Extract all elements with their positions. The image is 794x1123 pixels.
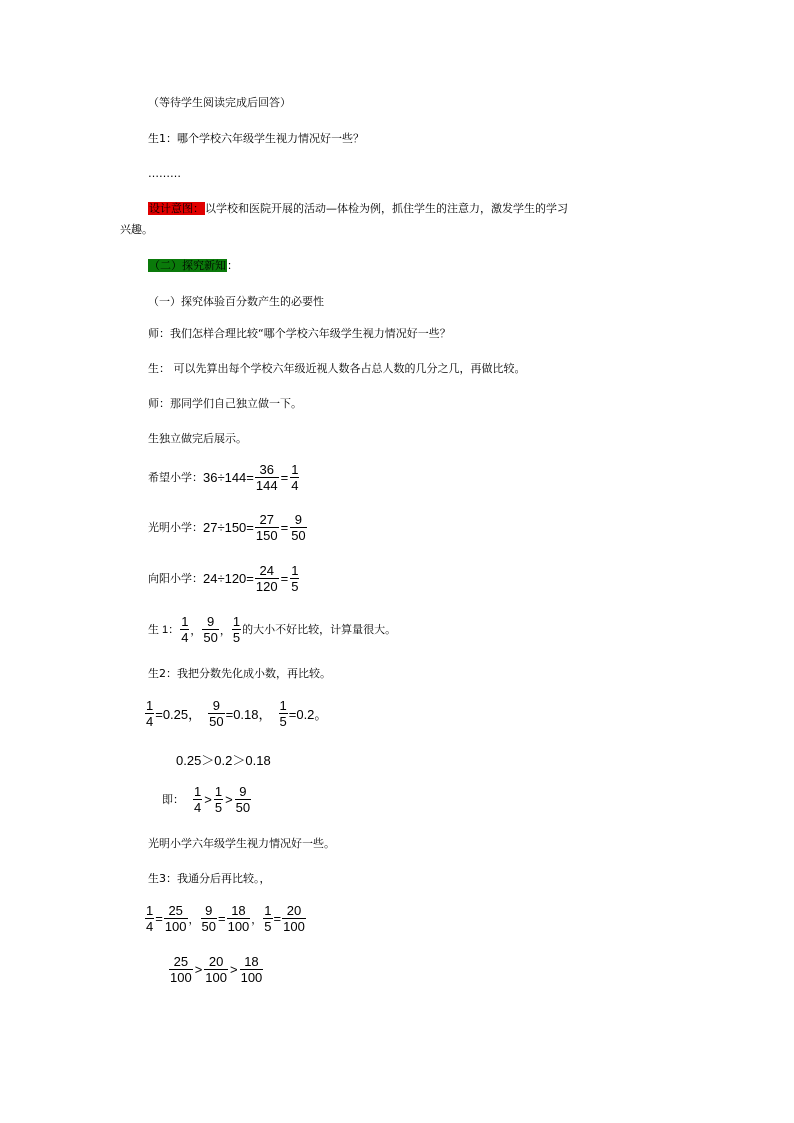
school3-calc: 向阳小学： 24÷120= $\frac{24}{120}$ = $\frac{1}{5}$ — [148, 563, 299, 594]
fraction: 1 4 — [181, 614, 189, 645]
fraction: $\frac{1}{5}$ — [291, 563, 299, 594]
fraction: $\frac{36}{144}$ — [255, 462, 278, 493]
decimal-conversion: $\frac{1}{4}$ =0.25， $\frac{9}{50}$ =0.18， $\frac{1}{5}$ =0.2。 — [146, 698, 328, 729]
design-intent-cont: 兴趣。 — [120, 223, 153, 236]
student3-label: 生3：我通分后再比较。， — [148, 872, 271, 885]
teacher-line-1: 师：我们怎样合理比较“哪个学校六年级学生视力情况好一些？ — [148, 327, 451, 340]
student2-label: 生2：我把分数先化成小数，再比较。 — [148, 667, 331, 680]
waiting-note: （等待学生阅读完成后回答） — [148, 96, 291, 109]
fraction: $\frac{1}{5}$ — [264, 903, 272, 934]
school3-expr: 24÷120= — [203, 571, 254, 586]
ellipsis: ……… — [148, 167, 181, 180]
student1-fractions-line: 生 1： 1 4 ， 9 50 ， 1 5 的大小不好比较，计算量很大。 — [148, 614, 397, 645]
school1-label: 希望小学： — [148, 471, 203, 484]
fraction: $\frac{1}{4}$ — [146, 903, 154, 934]
student-line-2: 生独立做完后展示。 — [148, 432, 247, 445]
fraction: 9 50 — [203, 614, 218, 645]
fraction: $\frac{20}{100}$ — [283, 903, 305, 934]
fraction: $\frac{1}{4}$ — [146, 698, 154, 729]
subsection-heading: （一）探究体验百分数产生的必要性 — [148, 295, 324, 308]
school1-calc: 希望小学： 36÷144= $\frac{36}{144}$ = $\frac{1}{4}$ — [148, 462, 299, 493]
ji-label: 即： — [162, 793, 184, 806]
section-heading-colon: ： — [227, 259, 238, 272]
fraction: $\frac{9}{50}$ — [291, 512, 306, 543]
decimal-compare: 0.25＞0.2＞0.18 — [176, 753, 271, 768]
fraction: $\frac{1}{5}$ — [279, 698, 287, 729]
school3-label: 向阳小学： — [148, 572, 203, 585]
fraction: $\frac{27}{150}$ — [255, 512, 278, 543]
fraction: 9 50 — [235, 784, 251, 815]
fraction: 1 4 — [194, 784, 202, 815]
design-intent-label: 设计意图： — [149, 202, 204, 215]
design-intent-text: 以学校和医院开展的活动—体检为例，抓住学生的注意力，激发学生的学习 — [205, 202, 568, 215]
student1-prefix: 生 1： — [148, 623, 180, 636]
percent-compare: 25 100 > 20 100 > 18 100 — [170, 954, 263, 985]
fraction: $\frac{24}{120}$ — [255, 563, 278, 594]
fraction: $\frac{9}{50}$ — [209, 698, 224, 729]
student-line-1: 生： 可以先算出每个学校六年级近视人数各占总人数的几分之几，再做比较。 — [148, 362, 526, 375]
teacher-line-2: 师：那同学们自己独立做一下。 — [148, 397, 302, 410]
fraction: 1 5 — [214, 784, 223, 815]
student1-remark: 的大小不好比较，计算量很大。 — [242, 623, 397, 636]
school1-expr: 36÷144= — [203, 470, 254, 485]
fraction: $\frac{25}{100}$ — [164, 903, 187, 934]
design-intent — [148, 201, 568, 217]
fraction: $\frac{9}{50}$ — [201, 903, 216, 934]
fraction: 20 100 — [205, 954, 227, 985]
school2-label: 光明小学： — [148, 521, 203, 534]
conclusion: 光明小学六年级学生视力情况好一些。 — [148, 837, 335, 850]
school2-expr: 27÷150= — [203, 520, 254, 535]
section-heading — [148, 258, 238, 274]
fraction: $\frac{18}{100}$ — [227, 903, 250, 934]
common-denominator: $\frac{1}{4}$ = $\frac{25}{100}$ ， $\frac{9}{50}$ = $\frac{18}{100}$ ， $\frac{1}{5}$ = $\frac{20}{100}$ — [146, 903, 305, 934]
fraction: 18 100 — [240, 954, 263, 985]
fraction: 1 5 — [232, 614, 241, 645]
fraction-compare: 即： 1 4 > 1 5 > 9 50 — [162, 784, 251, 815]
student1-question: 生1：哪个学校六年级学生视力情况好一些？ — [148, 132, 364, 145]
section-heading-label: （二）探究新知 — [149, 259, 226, 272]
fraction: $\frac{1}{4}$ — [291, 462, 299, 493]
fraction: 25 100 — [170, 954, 192, 985]
school2-calc: 光明小学： 27÷150= $\frac{27}{150}$ = $\frac{9}{50}$ — [148, 512, 306, 543]
